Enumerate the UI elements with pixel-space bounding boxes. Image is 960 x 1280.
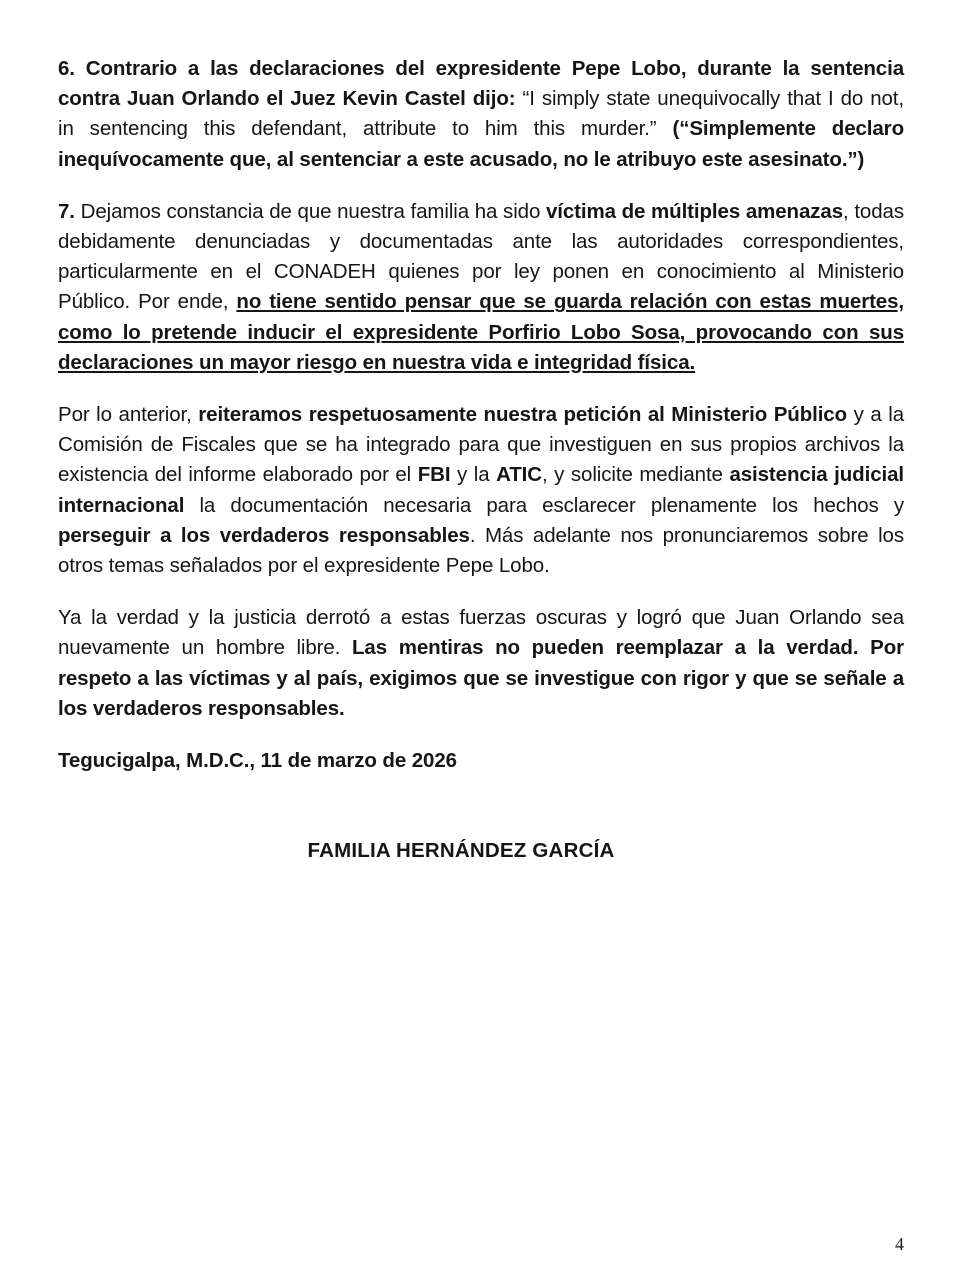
text-run: FBI (417, 463, 451, 487)
text-run: y a la Comisión de Fiscales que se ha integrado para que investiguen en sus propios archivos la existencia del informe elaborado por el (58, 403, 904, 487)
paragraph-item-6 (58, 54, 904, 175)
text-run: (“Simplemente declaro inequívocamente que, al sentenciar a este acusado, no le atribuyo este asesinato.”) (58, 117, 904, 171)
text-run: ATIC (496, 463, 542, 487)
text-run: Ya la verdad y la justicia derrotó a estas fuerzas oscuras y logró que Juan Orlando sea nuevamente un hombre libre. (58, 606, 904, 660)
text-run: 6. Contrario a las declaraciones del expresidente Pepe Lobo, durante la sentencia contra Juan Orlando el Juez Kevin Castel dijo: (58, 57, 904, 111)
page-number: 4 (895, 1234, 904, 1254)
text-run: Dejamos constancia de que nuestra familia ha sido (74, 199, 546, 223)
document-body (58, 54, 904, 866)
text-run: perseguir a los verdaderos responsables (58, 523, 470, 547)
text-run: víctima de múltiples amenazas (545, 199, 844, 223)
text-run: la documentación necesaria para esclarecer plenamente los hechos y (184, 493, 904, 517)
paragraph-por-lo-anterior (58, 400, 904, 581)
paragraph-ya-la-verdad (58, 603, 904, 724)
text-run: , todas debidamente denunciadas y documentadas ante las autoridades correspondientes, particularmente en el CONADEH quienes por ley ponen en conocimiento al Ministerio Público. Por ende, (58, 199, 904, 314)
date-line: Tegucigalpa, M.D.C., 11 de marzo de 2026 (58, 749, 457, 773)
text-run: Las mentiras no pueden reemplazar a la verdad. Por respeto a las víctimas y al país, exigimos que se investigue con rigor y que se señale a los verdaderos responsables. (58, 636, 904, 720)
signature-line: FAMILIA HERNÁNDEZ GARCÍA (307, 839, 615, 863)
text-run: 7. (58, 199, 75, 223)
text-run: Por lo anterior, (58, 403, 199, 427)
text-run: asistencia judicial internacional (58, 463, 904, 517)
paragraph-item-7 (58, 197, 904, 378)
text-run: , y solicite mediante (541, 463, 730, 487)
text-run: no tiene sentido pensar que se guarda relación con estas muertes, como lo pretende inducir el expresidente Porfirio Lobo Sosa, provocando con sus declaraciones un mayor riesgo en nuestra vida e integridad física. (58, 290, 904, 374)
text-run: “I simply state unequivocally that I do not, in sentencing this defendant, attribute to him this murder.” (58, 87, 904, 141)
text-run: reiteramos respetuosamente nuestra petición al Ministerio Público (198, 403, 848, 427)
text-run: . Más adelante nos pronunciaremos sobre los otros temas señalados por el expresidente Pepe Lobo. (58, 523, 904, 578)
text-run: y la (450, 463, 497, 487)
